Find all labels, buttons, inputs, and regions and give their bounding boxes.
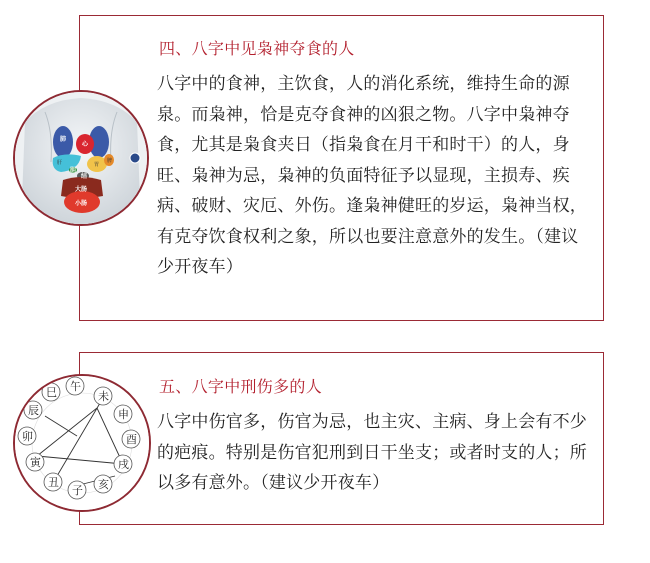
zodiac-svg — [15, 376, 149, 510]
branch-label-xu: 戌 — [118, 458, 129, 471]
branch-label-zi: 子 — [72, 484, 83, 497]
badge-icon — [130, 153, 140, 163]
section-body-2: 八字中伤官多，伤官为忌，也主灾、主病、身上会有不少的疤痕。特别是伤官犯刑到日干坐支；或者时支的人；所以多有意外。（建议少开夜车） — [157, 412, 587, 493]
branch-label-yin: 寅 — [30, 456, 41, 469]
section-card-1 — [79, 15, 604, 321]
branch-label-hai: 亥 — [98, 478, 109, 491]
section-title-2: 五、八字中刑伤多的人 — [159, 377, 323, 396]
branch-label-chou: 丑 — [48, 476, 59, 489]
branch-label-chen: 辰 — [28, 404, 39, 417]
organ-label-heart: 心 — [82, 141, 89, 148]
organ-label-gallbladder: 胆 — [70, 167, 77, 174]
branch-label-mao: 卯 — [22, 430, 33, 443]
organ-label-junction: 结 — [81, 173, 88, 180]
organ-label-stomach: 胃 — [94, 162, 100, 168]
organ-label-lung: 肺 — [60, 136, 67, 143]
section-body-1: 八字中的食神，主饮食，人的消化系统，维持生命的源泉。而枭神，恰是克夺食神的凶狠之物。八字中枭神夺食，尤其是枭食夹日（指枭食在月干和时干）的人，身旺、枭神为忌，枭神的负面特征予以显现，主损寿、疾病、破财、灾厄、外伤。逢枭神健旺的岁运，枭神当权，有克夺饮食权利之象，所以也要注意意外的发生。（建议少开夜车） — [157, 74, 587, 277]
organ-label-small-intestine: 小肠 — [75, 200, 88, 207]
branch-label-shen: 申 — [118, 408, 129, 421]
branch-label-si: 巳 — [46, 386, 57, 399]
section-title-1: 四、八字中见枭神夺食的人 — [159, 39, 355, 58]
organs-illustration — [13, 90, 149, 226]
section-card-2 — [79, 352, 604, 525]
zodiac-wheel — [13, 374, 151, 512]
organs-svg — [15, 92, 147, 224]
branch-label-wei: 未 — [98, 390, 109, 403]
branch-label-wu: 午 — [70, 380, 81, 393]
branch-label-you: 酉 — [126, 433, 137, 446]
organ-label-large-intestine: 大肠 — [75, 186, 88, 193]
organ-label-spleen: 脾 — [107, 158, 113, 164]
organ-label-liver: 肝 — [57, 160, 63, 166]
